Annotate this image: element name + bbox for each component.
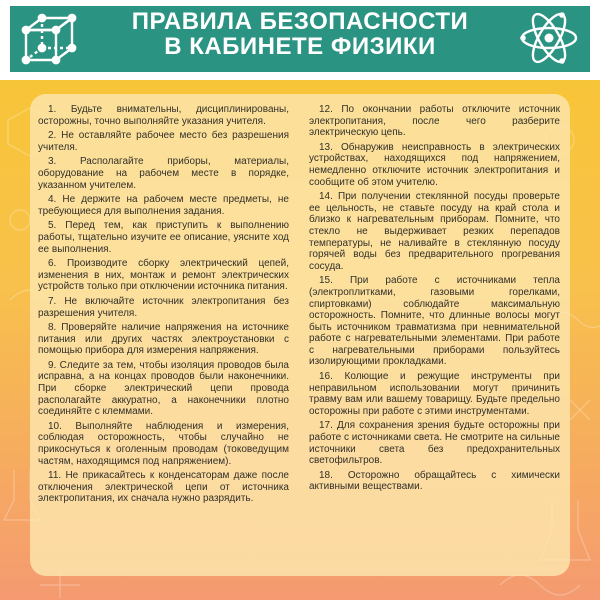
page-title	[90, 9, 510, 59]
rule-item: 2. Не оставляйте рабочее место без разрешения учителя.	[38, 130, 289, 153]
atom-icon	[518, 8, 580, 68]
rule-item: 10. Выполняйте наблюдения и измерения, соблюдая осторожность, чтобы случайно не прикоснуться к оголенным проводам (токоведущим частям, находящимся под напряжением).	[38, 420, 289, 467]
rule-item: 13. Обнаружив неисправность в электрических устройствах, находящихся под напряжением, немедленно отключите источник электропитания и сообщите об этом учителю.	[309, 141, 560, 188]
rule-item: 5. Перед тем, как приступить к выполнению работы, тщательно изучите ее описание, уясните ход ее выполнения.	[38, 220, 289, 255]
rule-item: 14. При получении стеклянной посуды проверьте ее цельность, не ставьте посуду на край стола и близко к нагревательным приборам. Помните, что стекло не выдерживает резких перепадов температуры, не наливайте в стеклянную посуду горячей воды без предварительного прогревания сосуда.	[309, 191, 560, 272]
rule-item: 7. Не включайте источник электропитания без разрешения учителя.	[38, 295, 289, 319]
rule-item: 11. Не прикасайтесь к конденсаторам даже после отключения электрической цепи от источника электропитания, их сначала нужно разрядить.	[38, 470, 289, 505]
rule-item: 12. По окончании работы отключите источник электропитания, после чего разберите электрическую цепь.	[309, 104, 560, 139]
title-line-1: ПРАВИЛА БЕЗОПАСНОСТИ	[131, 8, 469, 35]
rule-item: 17. Для сохранения зрения будьте осторожны при работе с источниками света. Не смотрите на сильные источники света без предохранительных светофильтров.	[309, 420, 560, 467]
cube-icon	[20, 10, 78, 66]
rule-item: 3. Располагайте приборы, материалы, оборудование на рабочем месте в порядке, указанном учителем.	[38, 156, 289, 191]
title-line-2: В КАБИНЕТЕ ФИЗИКИ	[164, 33, 436, 60]
rule-item: 15. При работе с источниками тепла (электроплитками, газовыми горелками, спиртовками) соблюдайте максимальную осторожность. Помните, что длинные волосы могут быть источником травматизма при невнимательной работе с нагревательными элементами. При работе с нагревательными приборами пользуйтесь изолирующими прокладками.	[309, 275, 560, 368]
rule-item: 1. Будьте внимательны, дисциплинированы, осторожны, точно выполняйте указания учителя.	[38, 104, 289, 127]
rule-item: 18. Осторожно обращайтесь с химически активными веществами.	[309, 469, 560, 493]
rule-item: 9. Следите за тем, чтобы изоляция проводов была исправна, а на концах проводов были наконечники. При сборке электрический цепи провода располагайте аккуратно, а наконечники плотно соединяйте с клеммами.	[38, 359, 289, 418]
rule-item: 4. Не держите на рабочем месте предметы, не требующиеся для выполнения задания.	[38, 194, 289, 217]
rule-item: 16. Колющие и режущие инструменты при неправильном использовании могут причинить травму вам или вашему товарищу. Будьте предельно осторожны при работе с этими инструментами.	[309, 371, 560, 417]
header	[0, 0, 600, 80]
rule-item: 8. Проверяйте наличие напряжения на источнике питания или других частях электроустановки с помощью прибора для измерения напряжения.	[38, 322, 289, 357]
rules-column-right	[309, 104, 560, 496]
rules-column-left	[38, 104, 289, 508]
rule-item: 6. Производите сборку электрический цепей, изменения в них, монтаж и ремонт электрических устройств только при отключении источника питания.	[38, 258, 289, 293]
